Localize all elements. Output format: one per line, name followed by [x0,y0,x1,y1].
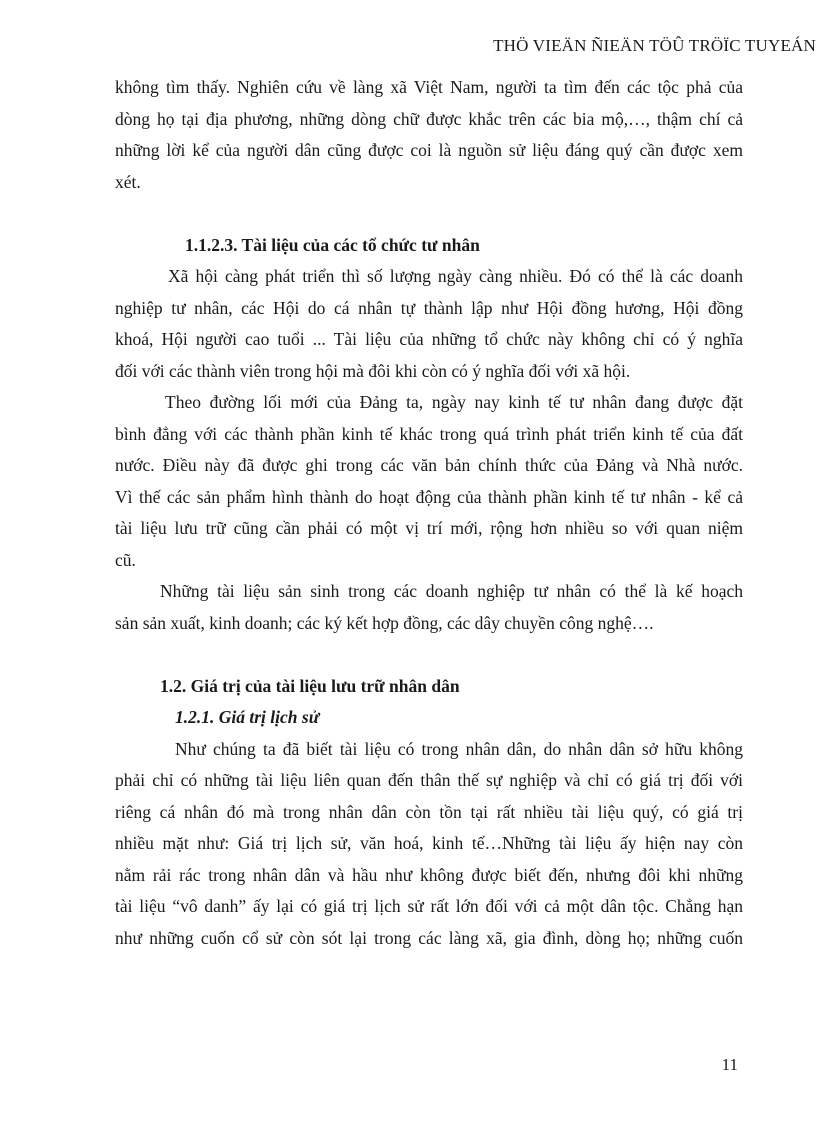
text-line: xét. [115,171,141,192]
text-line: nhiều mặt như: Giá trị lịch sử, văn hoá, kinh tế…Những tài liệu ấy hiện nay còn [115,833,743,853]
text-line: Xã hội càng phát triển thì số lượng ngày càng nhiều. Đó có thể là các doanh [168,266,743,286]
text-line: phải chỉ có những tài liệu liên quan đến thân thế sự nghiệp và chỉ có giá trị đối với [115,770,743,790]
text-line: cũ. [115,549,136,570]
text-line: Những tài liệu sản sinh trong các doanh nghiệp tư nhân có thể là kế hoạch [160,581,743,601]
text-line: Vì thế các sản phẩm hình thành do hoạt động của thành phần kinh tế tư nhân - kể cả [115,486,743,507]
text-line: đối với các thành viên trong hội mà đôi khi còn có ý nghĩa đối với xã hội. [115,360,631,381]
page-number: 11 [721,1055,738,1074]
text-line: riêng cá nhân đó mà trong nhân dân còn tồn tại rất nhiều tài liệu quý, có giá trị [115,801,743,822]
text-line: sản sản xuất, kinh doanh; các ký kết hợp đồng, các dây chuyền công nghệ…. [115,612,654,633]
text-line: không tìm thấy. Nghiên cứu về làng xã Việt Nam, người ta tìm đến các tộc phả của [115,77,743,97]
text-line: Như chúng ta đã biết tài liệu có trong nhân dân, do nhân dân sở hữu không [175,738,743,759]
text-line: nước. Điều này đã được ghi trong các văn bản chính thức của Đảng và Nhà nước. [115,455,743,475]
text-line: tài liệu lưu trữ cũng cần phải có một vị trí mới, rộng hơn nhiều so với quan niệm [115,518,743,538]
spacer [115,198,743,230]
text-line: Theo đường lối mới của Đảng ta, ngày nay kinh tế tư nhân đang được đặt [165,392,743,412]
text-line: nằm rải rác trong nhân dân và hầu như không được biết đến, nhưng đôi khi những [115,864,743,885]
text-line: khoá, Hội người cao tuổi ... Tài liệu của những tổ chức này không chỉ có ý nghĩa [115,329,743,349]
page-header: THÖ VIEÄN ÑIEÄN TÖÛ TRÖÏC TUYEÁN [493,36,816,55]
section-heading-1-2: 1.2. Giá trị của tài liệu lưu trữ nhân dân [160,675,460,696]
spacer [115,639,743,671]
text-line: nghiệp tư nhân, các Hội do cá nhân tự thành lập như Hội đồng hương, Hội đồng [115,297,743,318]
document-body [115,72,743,954]
text-line: bình đẳng với các thành phần kinh tế khác trong quá trình phát triển kinh tế của đất [115,423,743,444]
section-heading-1-1-2-3: 1.1.2.3. Tài liệu của các tổ chức tư nhân [185,234,480,255]
text-line: dòng họ tại địa phương, những dòng chữ được khắc trên các bia mộ,…, thậm chí cả [115,108,743,129]
text-line: như những cuốn cổ sử còn sót lại trong các làng xã, gia đình, dòng họ; những cuốn [115,927,743,948]
section-heading-1-2-1: 1.2.1. Giá trị lịch sử [175,707,320,727]
text-line: những lời kể của người dân cũng được coi là nguồn sử liệu đáng quý cần được xem [115,140,743,160]
text-line: tài liệu “vô danh” ấy lại có giá trị lịch sử rất lớn đối với cả một dân tộc. Chẳng hạn [115,896,743,916]
